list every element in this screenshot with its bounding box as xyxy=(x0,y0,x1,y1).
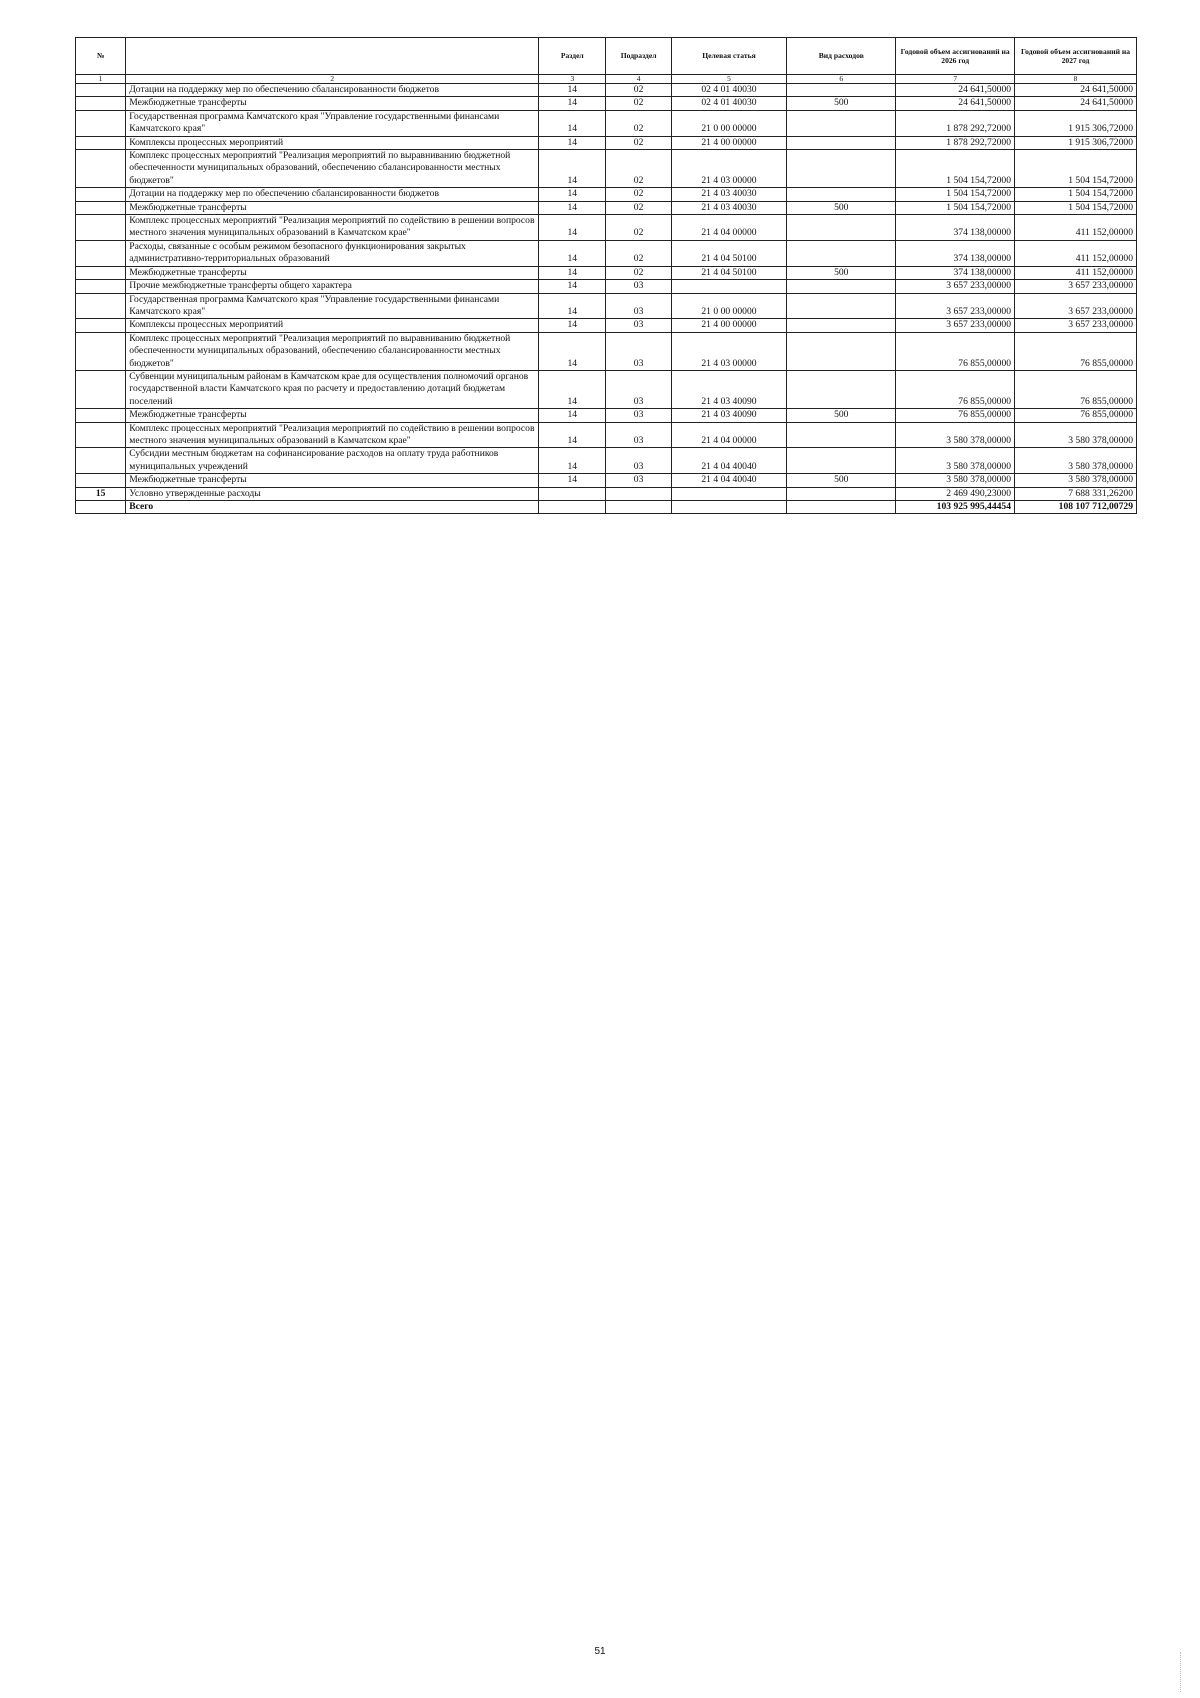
row-target: 21 0 00 00000 xyxy=(671,110,787,136)
row-target: 21 4 04 00000 xyxy=(671,422,787,448)
row-num xyxy=(76,293,126,319)
row-name: Государственная программа Камчатского края "Управление государственными финансами Камчатского края" xyxy=(126,293,539,319)
header-row xyxy=(76,38,1137,75)
row-target: 21 4 03 40090 xyxy=(671,370,787,408)
row-vol-2027: 411 152,00000 xyxy=(1015,266,1137,279)
column-number: 3 xyxy=(539,75,606,84)
row-vol-2027: 1 504 154,72000 xyxy=(1015,201,1137,214)
total-vol-2027: 108 107 712,00729 xyxy=(1015,501,1137,514)
row-name: Межбюджетные трансферты xyxy=(126,266,539,279)
row-target: 21 4 03 00000 xyxy=(671,150,787,188)
row-exp-type xyxy=(787,280,896,293)
row-section: 14 xyxy=(539,150,606,188)
row-subsection: 03 xyxy=(606,474,671,487)
row-subsection: 03 xyxy=(606,293,671,319)
row-subsection: 02 xyxy=(606,188,671,201)
header-vol-2026: Годовой объем ассигнований на 2026 год xyxy=(896,38,1015,75)
row-target: 21 4 00 00000 xyxy=(671,319,787,332)
row-name: Комплекс процессных мероприятий "Реализация мероприятий по содействию в решении вопросов местного значения муниципальных образований в Камчатском крае" xyxy=(126,215,539,241)
row-vol-2027: 1 504 154,72000 xyxy=(1015,150,1137,188)
row-name: Комплексы процессных мероприятий xyxy=(126,136,539,149)
table-row xyxy=(76,487,1137,500)
row-exp-type xyxy=(787,150,896,188)
row-name: Дотации на поддержку мер по обеспечению сбалансированности бюджетов xyxy=(126,84,539,97)
row-section: 14 xyxy=(539,97,606,110)
row-exp-type xyxy=(787,487,896,500)
row-vol-2026: 76 855,00000 xyxy=(896,370,1015,408)
budget-table xyxy=(75,37,1137,514)
header-name xyxy=(126,38,539,75)
column-number-row xyxy=(76,75,1137,84)
row-vol-2026: 3 580 378,00000 xyxy=(896,422,1015,448)
row-exp-type xyxy=(787,110,896,136)
row-target: 21 4 03 00000 xyxy=(671,332,787,370)
row-exp-type xyxy=(787,332,896,370)
row-vol-2027: 24 641,50000 xyxy=(1015,84,1137,97)
row-subsection: 02 xyxy=(606,84,671,97)
total-subsection xyxy=(606,501,671,514)
table-row xyxy=(76,319,1137,332)
row-subsection: 02 xyxy=(606,201,671,214)
row-vol-2026: 3 657 233,00000 xyxy=(896,319,1015,332)
table-row xyxy=(76,280,1137,293)
column-number: 2 xyxy=(126,75,539,84)
row-num xyxy=(76,266,126,279)
row-target: 21 4 04 50100 xyxy=(671,266,787,279)
row-vol-2027: 3 657 233,00000 xyxy=(1015,293,1137,319)
header-section: Раздел xyxy=(539,38,606,75)
row-vol-2027: 24 641,50000 xyxy=(1015,97,1137,110)
header-exp-type: Вид расходов xyxy=(787,38,896,75)
header-vol-2027: Годовой объем ассигнований на 2027 год xyxy=(1015,38,1137,75)
row-num xyxy=(76,188,126,201)
budget-sheet xyxy=(75,37,1137,514)
row-vol-2027: 7 688 331,26200 xyxy=(1015,487,1137,500)
row-vol-2026: 1 878 292,72000 xyxy=(896,136,1015,149)
row-vol-2026: 76 855,00000 xyxy=(896,332,1015,370)
row-vol-2027: 76 855,00000 xyxy=(1015,332,1137,370)
row-name: Межбюджетные трансферты xyxy=(126,474,539,487)
row-subsection: 02 xyxy=(606,97,671,110)
row-vol-2026: 1 504 154,72000 xyxy=(896,201,1015,214)
row-num xyxy=(76,474,126,487)
row-vol-2026: 374 138,00000 xyxy=(896,240,1015,266)
row-vol-2027: 3 657 233,00000 xyxy=(1015,319,1137,332)
scan-edge-mark xyxy=(1180,1652,1182,1692)
row-section: 14 xyxy=(539,332,606,370)
row-num xyxy=(76,215,126,241)
row-exp-type xyxy=(787,84,896,97)
row-exp-type: 500 xyxy=(787,409,896,422)
row-exp-type xyxy=(787,240,896,266)
row-section: 14 xyxy=(539,266,606,279)
row-section: 14 xyxy=(539,448,606,474)
row-target: 21 4 03 40090 xyxy=(671,409,787,422)
row-name: Условно утвержденные расходы xyxy=(126,487,539,500)
row-target xyxy=(671,487,787,500)
row-vol-2026: 1 504 154,72000 xyxy=(896,188,1015,201)
row-num xyxy=(76,370,126,408)
row-num xyxy=(76,240,126,266)
row-num: 15 xyxy=(76,487,126,500)
table-row xyxy=(76,240,1137,266)
row-exp-type xyxy=(787,448,896,474)
row-num xyxy=(76,97,126,110)
row-exp-type: 500 xyxy=(787,474,896,487)
row-name: Межбюджетные трансферты xyxy=(126,409,539,422)
row-vol-2027: 1 915 306,72000 xyxy=(1015,136,1137,149)
row-vol-2027: 76 855,00000 xyxy=(1015,409,1137,422)
row-vol-2027: 3 657 233,00000 xyxy=(1015,280,1137,293)
row-num xyxy=(76,84,126,97)
table-row xyxy=(76,110,1137,136)
row-name: Расходы, связанные с особым режимом безопасного функционирования закрытых административно-территориальных образований xyxy=(126,240,539,266)
row-name: Комплексы процессных мероприятий xyxy=(126,319,539,332)
row-num xyxy=(76,409,126,422)
total-num xyxy=(76,501,126,514)
column-number: 4 xyxy=(606,75,671,84)
row-subsection: 03 xyxy=(606,370,671,408)
row-vol-2026: 374 138,00000 xyxy=(896,266,1015,279)
row-name: Прочие межбюджетные трансферты общего характера xyxy=(126,280,539,293)
row-section: 14 xyxy=(539,188,606,201)
row-vol-2027: 3 580 378,00000 xyxy=(1015,474,1137,487)
row-name: Комплекс процессных мероприятий "Реализация мероприятий по выравниванию бюджетной обеспеченности муниципальных образований, обеспечению сбалансированности местных бюджетов" xyxy=(126,332,539,370)
row-num xyxy=(76,280,126,293)
row-section: 14 xyxy=(539,319,606,332)
row-vol-2026: 2 469 490,23000 xyxy=(896,487,1015,500)
column-number: 7 xyxy=(896,75,1015,84)
row-vol-2026: 24 641,50000 xyxy=(896,84,1015,97)
row-num xyxy=(76,332,126,370)
row-section: 14 xyxy=(539,409,606,422)
row-name: Межбюджетные трансферты xyxy=(126,201,539,214)
row-exp-type xyxy=(787,319,896,332)
row-section: 14 xyxy=(539,293,606,319)
row-section: 14 xyxy=(539,215,606,241)
row-subsection: 02 xyxy=(606,110,671,136)
row-num xyxy=(76,422,126,448)
row-name: Комплекс процессных мероприятий "Реализация мероприятий по выравниванию бюджетной обеспеченности муниципальных образований, обеспечению сбалансированности местных бюджетов" xyxy=(126,150,539,188)
row-name: Субвенции муниципальным районам в Камчатском крае для осуществления полномочий органов государственной власти Камчатского края по расчету и предоставлению дотаций бюджетам поселений xyxy=(126,370,539,408)
row-subsection: 03 xyxy=(606,319,671,332)
table-row xyxy=(76,136,1137,149)
row-name: Межбюджетные трансферты xyxy=(126,97,539,110)
row-exp-type: 500 xyxy=(787,201,896,214)
row-section: 14 xyxy=(539,201,606,214)
row-num xyxy=(76,201,126,214)
table-row xyxy=(76,215,1137,241)
row-section: 14 xyxy=(539,84,606,97)
table-row xyxy=(76,474,1137,487)
row-vol-2027: 76 855,00000 xyxy=(1015,370,1137,408)
row-section: 14 xyxy=(539,422,606,448)
table-row xyxy=(76,409,1137,422)
row-target xyxy=(671,280,787,293)
row-vol-2026: 374 138,00000 xyxy=(896,215,1015,241)
table-row xyxy=(76,332,1137,370)
table-row xyxy=(76,84,1137,97)
row-name: Субсидии местным бюджетам на софинансирование расходов на оплату труда работников муниципальных учреждений xyxy=(126,448,539,474)
row-section: 14 xyxy=(539,110,606,136)
row-vol-2026: 76 855,00000 xyxy=(896,409,1015,422)
row-section xyxy=(539,487,606,500)
row-target: 21 4 04 40040 xyxy=(671,474,787,487)
table-row xyxy=(76,293,1137,319)
row-num xyxy=(76,136,126,149)
header-num: № xyxy=(76,38,126,75)
row-exp-type xyxy=(787,370,896,408)
header-subsection: Подраздел xyxy=(606,38,671,75)
column-number: 8 xyxy=(1015,75,1137,84)
row-target: 21 4 03 40030 xyxy=(671,201,787,214)
row-vol-2026: 3 580 378,00000 xyxy=(896,448,1015,474)
row-num xyxy=(76,150,126,188)
row-section: 14 xyxy=(539,280,606,293)
row-target: 02 4 01 40030 xyxy=(671,84,787,97)
row-vol-2027: 1 504 154,72000 xyxy=(1015,188,1137,201)
row-subsection: 02 xyxy=(606,266,671,279)
table-row xyxy=(76,266,1137,279)
table-row xyxy=(76,97,1137,110)
row-target: 21 4 00 00000 xyxy=(671,136,787,149)
row-subsection: 03 xyxy=(606,280,671,293)
table-row xyxy=(76,448,1137,474)
row-num xyxy=(76,319,126,332)
row-target: 21 4 04 40040 xyxy=(671,448,787,474)
table-body xyxy=(76,84,1137,514)
row-vol-2027: 411 152,00000 xyxy=(1015,240,1137,266)
row-target: 21 4 04 50100 xyxy=(671,240,787,266)
total-vol-2026: 103 925 995,44454 xyxy=(896,501,1015,514)
total-exp-type xyxy=(787,501,896,514)
table-row xyxy=(76,422,1137,448)
row-subsection: 03 xyxy=(606,422,671,448)
row-vol-2026: 3 657 233,00000 xyxy=(896,293,1015,319)
row-vol-2026: 24 641,50000 xyxy=(896,97,1015,110)
row-vol-2026: 3 580 378,00000 xyxy=(896,474,1015,487)
total-target xyxy=(671,501,787,514)
row-section: 14 xyxy=(539,474,606,487)
header-target: Целевая статья xyxy=(671,38,787,75)
total-section xyxy=(539,501,606,514)
row-target: 21 4 03 40030 xyxy=(671,188,787,201)
column-number: 5 xyxy=(671,75,787,84)
row-exp-type: 500 xyxy=(787,266,896,279)
row-exp-type xyxy=(787,293,896,319)
row-subsection: 03 xyxy=(606,332,671,370)
page-number: 51 xyxy=(594,1646,606,1657)
row-exp-type: 500 xyxy=(787,97,896,110)
row-subsection: 03 xyxy=(606,448,671,474)
row-vol-2027: 411 152,00000 xyxy=(1015,215,1137,241)
row-num xyxy=(76,448,126,474)
row-exp-type xyxy=(787,136,896,149)
total-label: Всего xyxy=(126,501,539,514)
row-subsection: 02 xyxy=(606,240,671,266)
row-exp-type xyxy=(787,188,896,201)
row-subsection: 02 xyxy=(606,136,671,149)
row-vol-2026: 1 878 292,72000 xyxy=(896,110,1015,136)
row-exp-type xyxy=(787,215,896,241)
table-row xyxy=(76,370,1137,408)
row-vol-2027: 3 580 378,00000 xyxy=(1015,448,1137,474)
row-vol-2026: 1 504 154,72000 xyxy=(896,150,1015,188)
row-subsection: 02 xyxy=(606,150,671,188)
row-subsection: 03 xyxy=(606,409,671,422)
row-target: 02 4 01 40030 xyxy=(671,97,787,110)
row-target: 21 4 04 00000 xyxy=(671,215,787,241)
total-row xyxy=(76,501,1137,514)
row-section: 14 xyxy=(539,370,606,408)
table-row xyxy=(76,150,1137,188)
row-section: 14 xyxy=(539,240,606,266)
row-name: Государственная программа Камчатского края "Управление государственными финансами Камчатского края" xyxy=(126,110,539,136)
column-number: 1 xyxy=(76,75,126,84)
table-row xyxy=(76,201,1137,214)
row-target: 21 0 00 00000 xyxy=(671,293,787,319)
row-subsection: 02 xyxy=(606,215,671,241)
row-num xyxy=(76,110,126,136)
row-exp-type xyxy=(787,422,896,448)
row-name: Дотации на поддержку мер по обеспечению сбалансированности бюджетов xyxy=(126,188,539,201)
row-vol-2027: 1 915 306,72000 xyxy=(1015,110,1137,136)
row-vol-2027: 3 580 378,00000 xyxy=(1015,422,1137,448)
row-name: Комплекс процессных мероприятий "Реализация мероприятий по содействию в решении вопросов местного значения муниципальных образований в Камчатском крае" xyxy=(126,422,539,448)
table-row xyxy=(76,188,1137,201)
row-section: 14 xyxy=(539,136,606,149)
column-number: 6 xyxy=(787,75,896,84)
row-subsection xyxy=(606,487,671,500)
row-vol-2026: 3 657 233,00000 xyxy=(896,280,1015,293)
